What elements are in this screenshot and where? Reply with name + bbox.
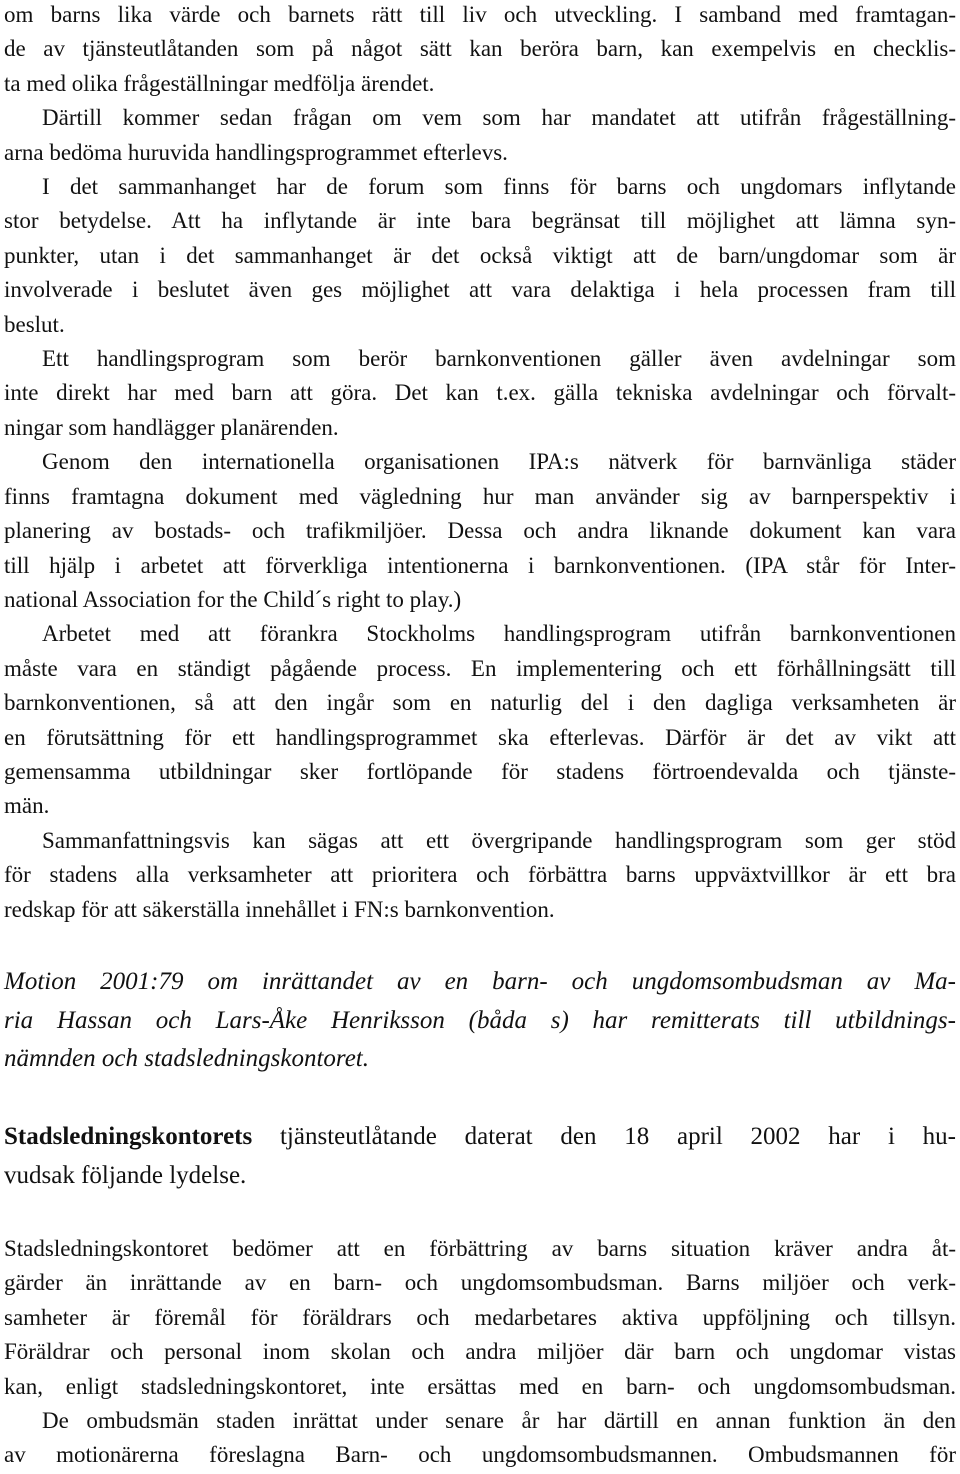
text-line: planering av bostads- och trafikmiljöer. Dessa och andra liknande dokument kan vara [4, 518, 956, 544]
text-line: måste vara en ständigt pågående process. En implementering och ett förhållningsätt till [4, 655, 956, 681]
text-line: punkter, utan i det sammanhanget är det också viktigt att de barn/ungdomar som är [4, 242, 956, 268]
text-line: I det sammanhanget har de forum som finns för barns och ungdomars inflytande [42, 174, 956, 200]
text-line: samheter är föremål för föräldrars och medarbetares aktiva uppföljning och tillsyn. [4, 1304, 956, 1330]
motion-line: Motion 2001:79 om inrättandet av en barn- och ungdomsombudsman av Ma- [4, 968, 956, 995]
lower-text-block [4, 1232, 956, 1473]
motion-italic-block [4, 963, 956, 1079]
text-line: involverade i beslutet även ges möjlighet att vara delaktiga i hela processen fram till [4, 277, 956, 303]
text-line: redskap för att säkerställa innehållet i FN:s barnkonvention. [4, 896, 555, 922]
heading-bold-text: Stadsledningskontorets [4, 1123, 253, 1150]
upper-text-block [4, 0, 956, 927]
text-line: män. [4, 793, 50, 819]
text-line: kan, enligt stadsledningskontoret, inte ersättas med en barn- och ungdomsombudsman. [4, 1373, 956, 1399]
text-line: Sammanfattningsvis kan sägas att ett övergripande handlingsprogram som ger stöd [42, 827, 956, 853]
text-line: gemensamma utbildningar sker fortlöpande för stadens förtroendevalda och tjänste- [4, 758, 956, 784]
text-line: Därtill kommer sedan frågan om vem som har mandatet att utifrån frågeställning- [42, 105, 956, 131]
text-line: finns framtagna dokument med vägledning hur man använder sig av barnperspektiv i [4, 483, 956, 509]
heading-rest-text: tjänsteutlåtande daterat den 18 april 2002 har i hu- [252, 1123, 956, 1150]
text-line: Stadsledningskontoret bedömer att en förbättring av barns situation kräver andra åt- [4, 1236, 956, 1261]
text-line: De ombudsmän staden inrättat under senare år har därtill en annan funktion än den [42, 1408, 956, 1434]
text-line: till hjälp i arbetet att förverkliga intentionerna i barnkonventionen. (IPA står för Inter- [4, 552, 956, 578]
text-line: arna bedöma huruvida handlingsprogrammet efterlevs. [4, 139, 508, 165]
text-line: Ett handlingsprogram som berör barnkonventionen gäller även avdelningar som [42, 346, 956, 372]
text-line: barnkonventionen, så att den ingår som en naturlig del i den dagliga verksamheten är [4, 690, 956, 716]
motion-line: ria Hassan och Lars-Åke Henriksson (båda s) har remitterats till utbildnings- [4, 1006, 956, 1034]
text-line: ningar som handlägger planärenden. [4, 414, 339, 440]
text-line: Föräldrar och personal inom skolan och andra miljöer där barn och ungdomar vistas [4, 1339, 956, 1365]
text-line: för stadens alla verksamheter att prioritera och förbättra barns uppväxtvillkor är ett bra [4, 862, 956, 888]
motion-line: nämnden och stadsledningskontoret. [4, 1045, 370, 1072]
text-line: national Association for the Child´s right to play.) [4, 586, 462, 612]
text-line: inte direkt har med barn att göra. Det kan t.ex. gälla tekniska avdelningar och förvalt- [4, 380, 956, 406]
text-line: de av tjänsteutlåtanden som på något sätt kan beröra barn, kan exempelvis en checklis- [4, 36, 956, 62]
heading-line: vudsak följande lydelse. [4, 1161, 247, 1189]
text-line: en förutsättning för ett handlingsprogrammet ska efterlevas. Därför är det av vikt att [4, 724, 956, 750]
heading-line [4, 1118, 956, 1157]
text-line: stor betydelse. Att ha inflytande är inte bara begränsat till möjlighet att lämna syn- [4, 208, 956, 234]
statement-heading [4, 1118, 956, 1195]
text-line: ta med olika frågeställningar medfölja ärendet. [4, 70, 435, 96]
text-line: Genom den internationella organisationen IPA:s nätverk för barnvänliga städer [42, 449, 956, 475]
text-line: om barns lika värde och barnets rätt till liv och utveckling. I samband med framtagan- [4, 2, 956, 27]
text-line: av motionärerna föreslagna Barn- och ungdomsombudsmannen. Ombudsmannen för [4, 1442, 956, 1468]
text-line: gärder än inrättande av en barn- och ungdomsombudsman. Barns miljöer och verk- [4, 1270, 956, 1296]
text-line: beslut. [4, 311, 65, 337]
text-line: Arbetet med att förankra Stockholms handlingsprogram utifrån barnkonventionen [42, 621, 956, 647]
